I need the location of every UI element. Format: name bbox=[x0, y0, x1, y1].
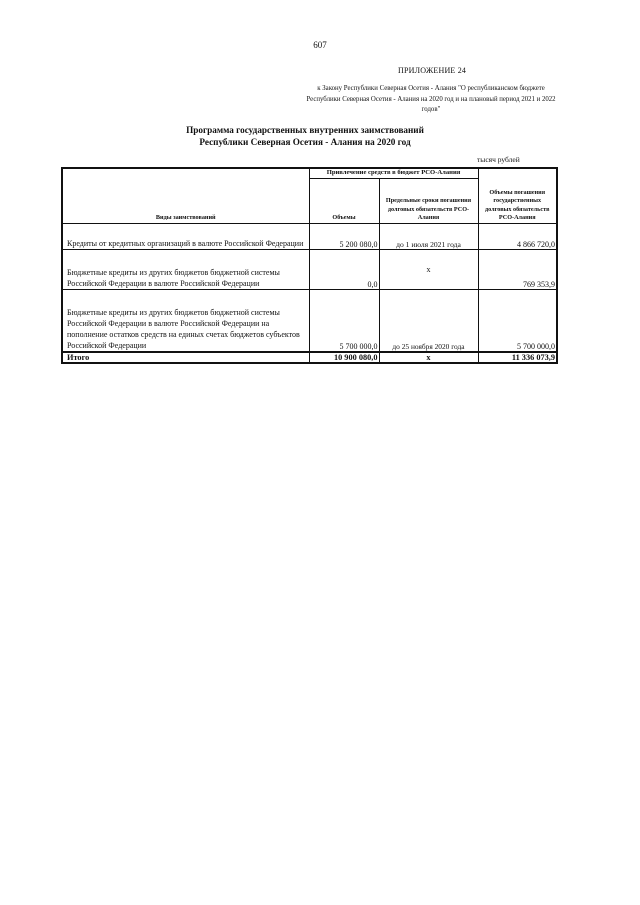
row-volume: 5 700 000,0 bbox=[309, 289, 379, 352]
title-line-1: Программа государственных внутренних заимствований bbox=[186, 125, 424, 135]
header-type: Виды заимствований bbox=[62, 168, 309, 223]
row-name: Бюджетные кредиты из других бюджетов бюджетной системы Российской Федерации в валюте Российской Федерации на пополнение остатков средств на единых счетах бюджетов субъектов Российской Федерации bbox=[62, 289, 309, 352]
row-deadline: до 1 июля 2021 года bbox=[379, 223, 478, 249]
units-label: тысяч рублей bbox=[477, 155, 520, 164]
table-row bbox=[62, 249, 557, 289]
borrowing-table bbox=[61, 167, 558, 364]
total-volume: 10 900 080,0 bbox=[309, 352, 379, 363]
row-name: Кредиты от кредитных организаций в валюте Российской Федерации bbox=[62, 223, 309, 249]
row-deadline: х bbox=[379, 249, 478, 289]
row-repay: 5 700 000,0 bbox=[478, 289, 557, 352]
header-deadline: Предельные сроки погашения долговых обязательств РСО-Алания bbox=[379, 178, 478, 223]
row-deadline: до 25 ноября 2020 года bbox=[379, 289, 478, 352]
header-volume: Объемы bbox=[309, 178, 379, 223]
document-title bbox=[150, 124, 460, 148]
page-number: 607 bbox=[313, 40, 327, 50]
table-row bbox=[62, 223, 557, 249]
row-volume: 5 200 080,0 bbox=[309, 223, 379, 249]
header-group: Привлечение средств в бюджет РСО-Алания bbox=[309, 168, 478, 178]
row-name: Бюджетные кредиты из других бюджетов бюджетной системы Российской Федерации в валюте Российской Федерации bbox=[62, 249, 309, 289]
row-repay: 4 866 720,0 bbox=[478, 223, 557, 249]
table-row bbox=[62, 289, 557, 352]
total-label: Итого bbox=[62, 352, 309, 363]
appendix-label: ПРИЛОЖЕНИЕ 24 bbox=[398, 66, 467, 75]
title-line-2: Республики Северная Осетия - Алания на 2020 год bbox=[199, 137, 411, 147]
row-repay: 769 353,9 bbox=[478, 249, 557, 289]
total-row bbox=[62, 352, 557, 363]
law-reference: к Закону Республики Северная Осетия - Алания "О республиканском бюджете Республики Северная Осетия - Алания на 2020 год и на плановый период 2021 и 2022 годов" bbox=[306, 85, 556, 113]
total-deadline: х bbox=[379, 352, 478, 363]
header-repay: Объемы погашения государственных долговых обязательств РСО-Алания bbox=[478, 168, 557, 223]
row-volume: 0,0 bbox=[309, 249, 379, 289]
total-repay: 11 336 073,9 bbox=[478, 352, 557, 363]
